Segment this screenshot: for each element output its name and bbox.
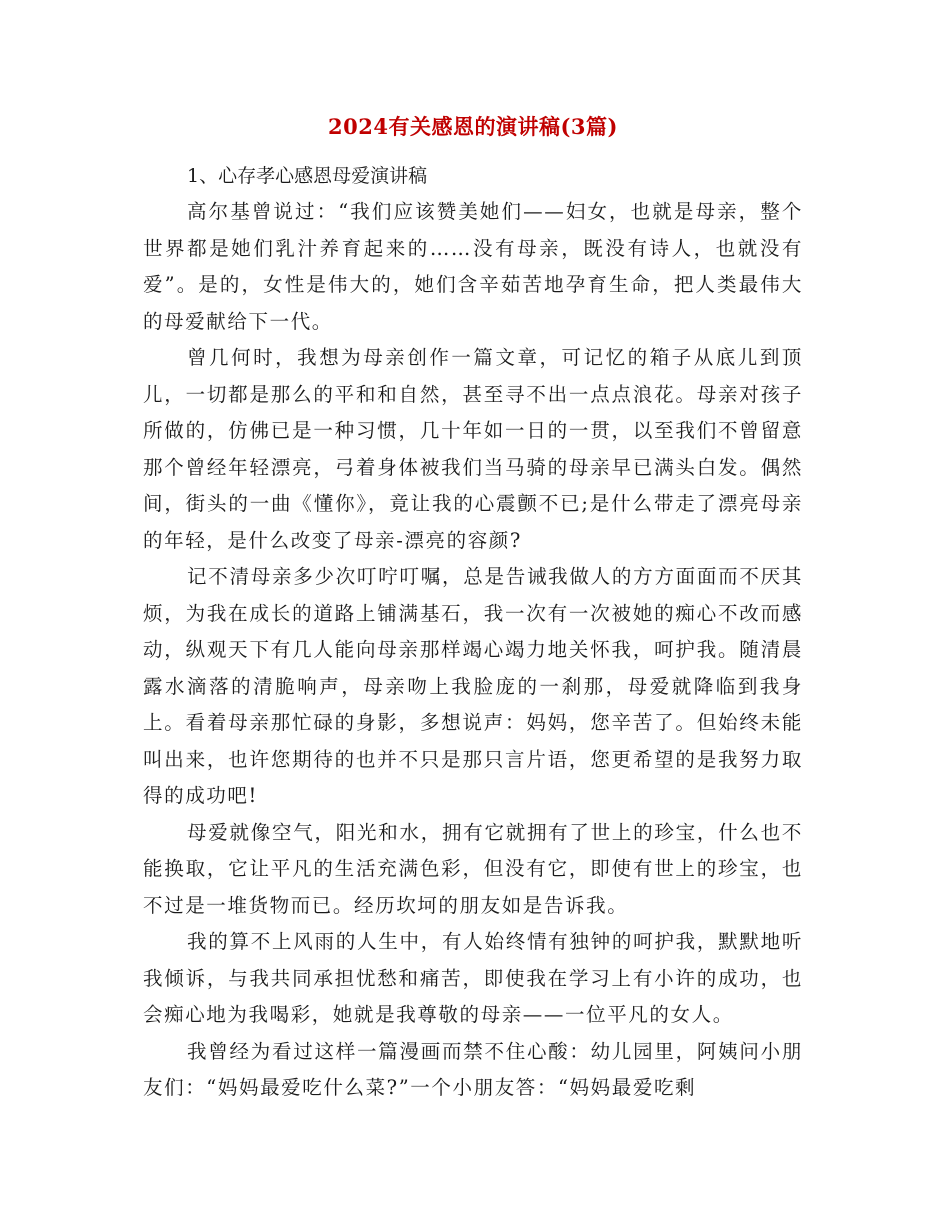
document-page <box>143 112 803 1107</box>
paragraph-1: 高尔基曾说过：“我们应该赞美她们——妇女，也就是母亲，整个世界都是她们乳汁养育起来的……没有母亲，既没有诗人，也就没有爱”。是的，女性是伟大的，她们含辛茹苦地孕育生命，把人类最伟大的母爱献给下一代。 <box>143 200 803 333</box>
document-title: 2024有关感恩的演讲稿(3篇) <box>328 114 618 139</box>
paragraph-6: 我曾经为看过这样一篇漫画而禁不住心酸：幼儿园里，阿姨问小朋友们：“妈妈最爱吃什么菜?”一个小朋友答：“妈妈最爱吃剩 <box>143 1039 803 1099</box>
section-heading: 1、心存孝心感恩母爱演讲稿 <box>187 165 428 187</box>
paragraph-2: 曾几何时，我想为母亲创作一篇文章，可记忆的箱子从底儿到顶儿，一切都是那么的平和和自然，甚至寻不出一点点浪花。母亲对孩子所做的，仿佛已是一种习惯，几十年如一日的一贯，以至我们不曾留意那个曾经年轻漂亮，弓着身体被我们当马骑的母亲早已满头白发。偶然间，街头的一曲《懂你》，竟让我的心震颤不已;是什么带走了漂亮母亲的年轻，是什么改变了母亲-漂亮的容颜? <box>143 346 803 552</box>
paragraph-3: 记不清母亲多少次叮咛叮嘱，总是告诫我做人的方方面面而不厌其烦，为我在成长的道路上铺满基石，我一次有一次被她的痴心不改而感动，纵观天下有几人能向母亲那样竭心竭力地关怀我，呵护我。随清晨露水滴落的清脆响声，母亲吻上我脸庞的一刹那，母爱就降临到我身上。看着母亲那忙碌的身影，多想说声：妈妈，您辛苦了。但始终未能叫出来，也许您期待的也并不只是那只言片语，您更希望的是我努力取得的成功吧! <box>143 565 803 807</box>
paragraph-4: 母爱就像空气，阳光和水，拥有它就拥有了世上的珍宝，什么也不能换取，它让平凡的生活充满色彩，但没有它，即使有世上的珍宝，也不过是一堆货物而已。经历坎坷的朋友如是告诉我。 <box>143 820 803 917</box>
paragraph-5: 我的算不上风雨的人生中，有人始终情有独钟的呵护我，默默地听我倾诉，与我共同承担忧愁和痛苦，即使我在学习上有小许的成功，也会痴心地为我喝彩，她就是我尊敬的母亲——一位平凡的女人。 <box>143 930 803 1026</box>
